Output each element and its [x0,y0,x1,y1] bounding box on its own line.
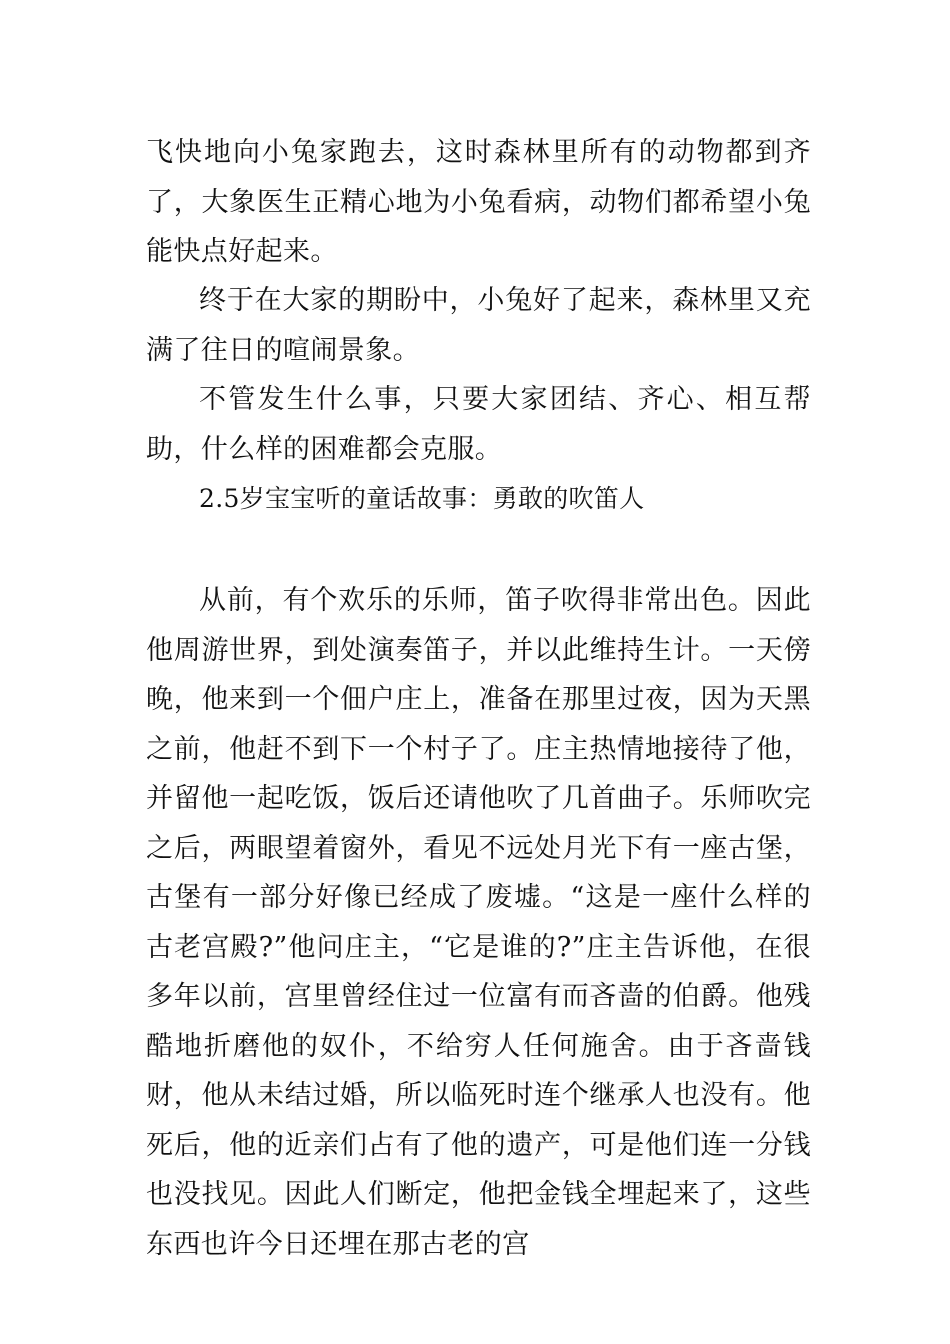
paragraph-piper-story: 从前，有个欢乐的乐师，笛子吹得非常出色。因此他周游世界，到处演奏笛子，并以此维持生计。一天傍晚，他来到一个佃户庄上，准备在那里过夜，因为天黑之前，他赶不到下一个村子了。庄主热情地接待了他，并留他一起吃饭，饭后还请他吹了几首曲子。乐师吹完之后，两眼望着窗外，看见不远处月光下有一座古堡，古堡有一部分好像已经成了废墟。“这是一座什么样的古老宫殿?”他问庄主，“它是谁的?”庄主告诉他，在很多年以前，宫里曾经住过一位富有而吝啬的伯爵。他残酷地折磨他的奴仆，不给穷人任何施舍。由于吝啬钱财，他从未结过婚，所以临死时连个继承人也没有。他死后，他的近亲们占有了他的遗产，可是他们连一分钱也没找见。因此人们断定，他把金钱全埋起来了，这些东西也许今日还埋在那古老的宫 [146,585,811,1260]
paragraph-moral: 不管发生什么事，只要大家团结、齐心、相互帮助，什么样的困难都会克服。 [146,384,811,465]
paragraph-rabbit-visit: 飞快地向小兔家跑去，这时森林里所有的动物都到齐了，大象医生正精心地为小兔看病，动物们都希望小兔能快点好起来。 [146,137,811,267]
paragraph-rabbit-recovered: 终于在大家的期盼中，小兔好了起来，森林里又充满了往日的喧闹景象。 [146,285,811,366]
section-heading: 2.5岁宝宝听的童话故事：勇敢的吹笛人 [199,484,645,513]
